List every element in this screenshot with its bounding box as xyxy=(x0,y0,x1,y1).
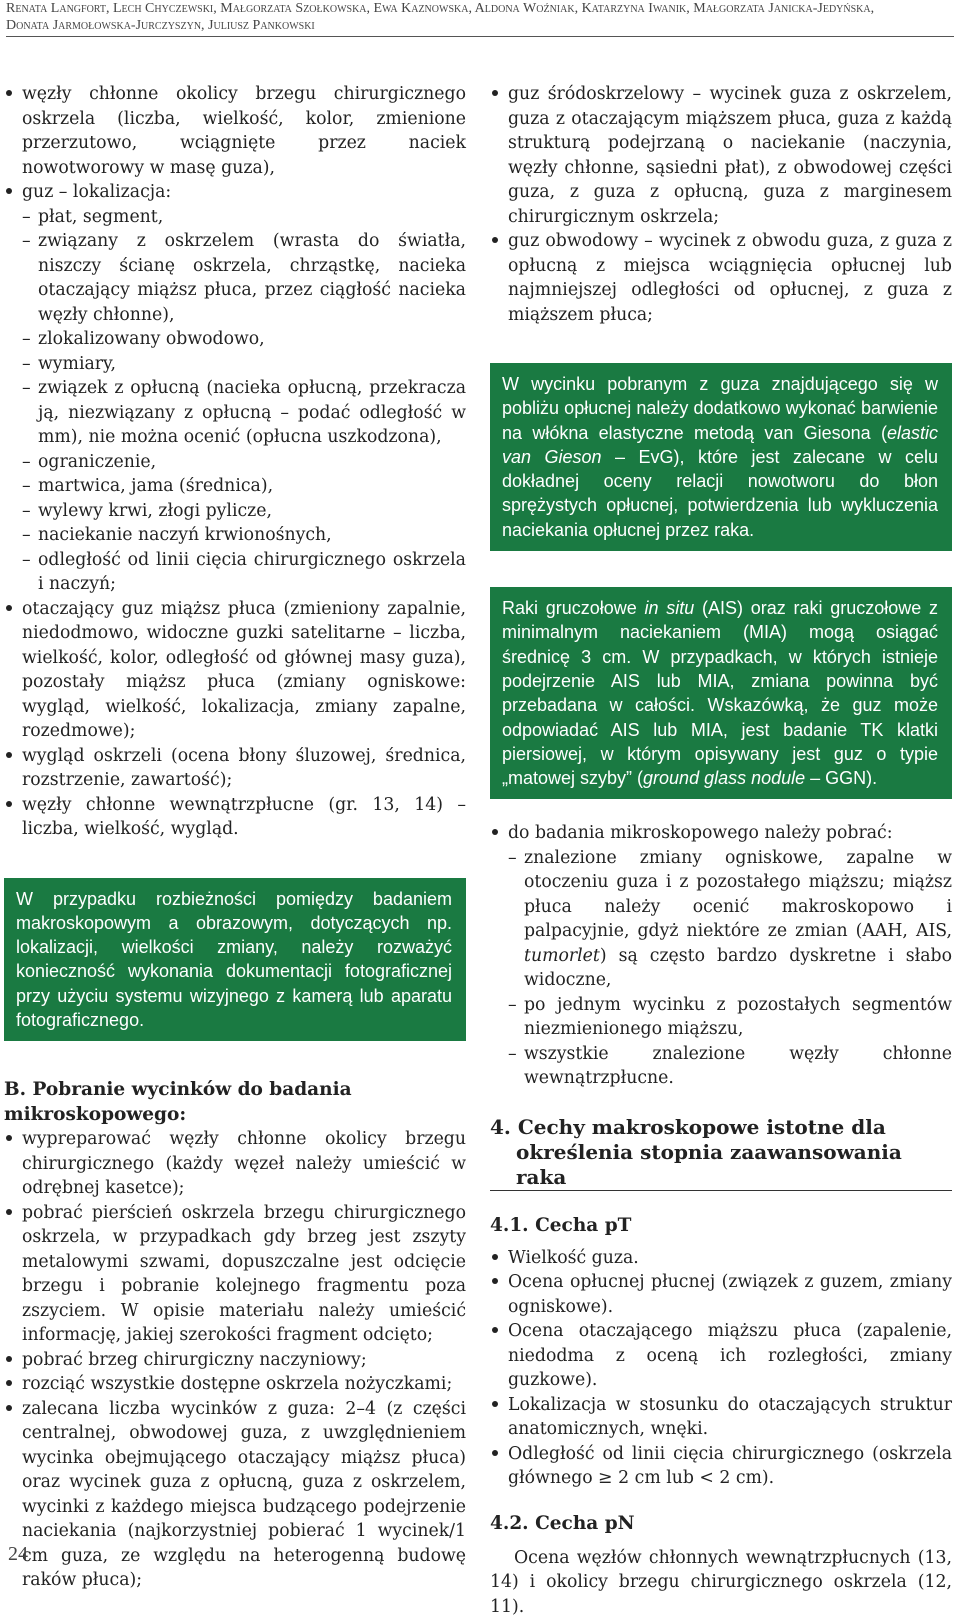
list-item: otaczający guz miąższ płuca (zmieniony zapalnie, niedodmowo, widoczne guzki satelitarne – liczba, wielkość, kolor, odległość od głównej masy guza), pozostały miąższ płuca (zmiany ogniskowe: wygląd, wielkość, lokalizacja, zmiany zapalne, rozedmowe); xyxy=(4,597,466,744)
list-item: Ocena otaczającego miąższu płuca (zapalenie, niedodma z oceną ich rozległości, zmiany guzkowe). xyxy=(490,1319,952,1393)
info-box-ais-mia xyxy=(490,587,952,799)
list-item: – wszystkie znalezione węzły chłonne wewnątrzpłucne. xyxy=(490,1042,952,1091)
list-item: guz śródoskrzelowy – wycinek guza z oskrzelem, guza z otaczającym miąższem płuca, guza z każdą strukturą podejrzaną o naciekanie (naczynia, węzły chłonne, sąsiedni płat), z obwodowej części guza, z guza z opłucną, guza z marginesem chirurgicznym oskrzela; xyxy=(490,82,952,229)
subsection-4-1-heading: 4.1. Cecha pT xyxy=(490,1214,632,1236)
list-item-text: znalezione zmiany ogniskowe, zapalne w otoczeniu guza i z pozostałego miąższu; miąższ płuca należy ocenić makroskopowo i palpacyjnie, gdyż niektóre ze zmian (AAH, AIS, xyxy=(524,847,952,942)
box-text: (AIS) oraz raki gruczołowe z minimalnym naciekaniem (MIA) mogą osiągać średnicę 3 cm. W przypadkach, w których istnieje podejrzenie AIS lub MIA, zmiana powinna być przebadana w całości. Wskazówką, że guz może odpowiadać AIS lub MIA, jest badanie TK klatki piersiowej, w którym opisywany jest guz o typie „matowej szyby” ( xyxy=(502,598,938,789)
left-list-1 xyxy=(4,82,466,842)
list-item-text: ) są często bardzo dyskretne i słabo widoczne, xyxy=(524,945,952,991)
right-list-1 xyxy=(490,82,952,327)
left-list-2 xyxy=(4,1127,466,1593)
list-item: węzły chłonne wewnątrzpłucne (gr. 13, 14) – liczba, wielkość, wygląd. xyxy=(4,793,466,842)
list-item: – związany z oskrzelem (wrasta do światła, niszczy ścianę oskrzela, chrząstkę, nacieka otaczający miąższ płuca, przez ciągłość nacieka węzły chłonne), xyxy=(4,229,466,327)
list-item: – płat, segment, xyxy=(4,205,466,230)
list-item: – martwica, jama (średnica), xyxy=(4,474,466,499)
pt-list xyxy=(490,1246,952,1491)
section-4-title-line-1: 4. Cechy makroskopowe istotne dla xyxy=(490,1114,886,1139)
list-item: Lokalizacja w stosunku do otaczających struktur anatomicznych, wnęki. xyxy=(490,1393,952,1442)
box-text-italic: ground glass nodule xyxy=(643,768,806,789)
box-text: Raki gruczołowe xyxy=(502,598,645,619)
list-item: – wylewy krwi, złogi pylicze, xyxy=(4,499,466,524)
info-box-evg-staining xyxy=(490,363,952,551)
box-text: – EvG), które jest zalecane w celu dokładnej oceny relacji nowotworu do błon sprężystych opłucnej, potwierdzenia lub wykluczenia naciekania opłucnej przez raka. xyxy=(502,446,938,540)
list-item: pobrać brzeg chirurgiczny naczyniowy; xyxy=(4,1348,466,1373)
box-text-italic: elastic van Gieson xyxy=(502,422,938,467)
list-item: pobrać pierścień oskrzela brzegu chirurgicznego oskrzela, w przypadkach gdy brzeg jest zszyty metalowymi szwami, dopuszczalne jest odcięcie brzegu i pobranie kolejnego fragmentu poza zszyciem. W opisie materiału należy umieścić informację, jakiej szerokości fragment odcięto; xyxy=(4,1201,466,1348)
list-item: Wielkość guza. xyxy=(490,1246,952,1271)
list-item: rozciąć wszystkie dostępne oskrzela nożyczkami; xyxy=(4,1372,466,1397)
subsection-4-2-heading: 4.2. Cecha pN xyxy=(490,1512,635,1534)
section-b-heading: B. Pobranie wycinków do badania mikroskopowego: xyxy=(4,1079,352,1126)
section-4-title-line-2: określenia stopnia zaawansowania raka xyxy=(516,1139,902,1189)
info-box-documentation: W przypadku rozbieżności pomiędzy badaniem makroskopowym a obrazowym, dotyczących np. lokalizacji, wielkości zmiany, należy rozważyć konieczność wykonania dokumentacji fotograficznej przy użyciu systemu wizyjnego z kamerą lub aparatu fotograficznego. xyxy=(4,878,466,1042)
right-column xyxy=(490,82,952,1619)
box-text: – GGN). xyxy=(805,768,878,789)
box-text: W wycinku pobranym z guza znajdującego się w pobliżu opłucnej należy dodatkowo wykonać barwienie na włókna elastyczne metodą van Giesona ( xyxy=(502,374,938,443)
list-item: zalecana liczba wycinków z guza: 2–4 (z części centralnej, obwodowej guza, z uwzględnieniem wycinka obejmującego otaczający miąższ płuca) oraz wycinek guza z opłucną, guza z oskrzelem, wycinki z każdego miejsca budzącego podejrzenie naciekania (najkorzystniej pobierać 1 wycinek/1 cm guza, ze względu na heterogenną budowę raków płuca); xyxy=(4,1397,466,1593)
page-number: 24 xyxy=(8,1543,28,1565)
list-item: – po jednym wycinku z pozostałych segmentów niezmienionego miąższu, xyxy=(490,993,952,1042)
list-item: do badania mikroskopowego należy pobrać: xyxy=(490,821,952,846)
authors-line-1: Renata Langfort, Lech Chyczewski, Małgorzata Szołkowska, Ewa Kaznowska, Aldona Woźniak, Katarzyna Iwanik, Małgorzata Janicka-Jedyńska, xyxy=(6,1,875,16)
running-header-authors xyxy=(6,0,954,34)
list-item-text-italic: tumorlet xyxy=(524,945,600,966)
list-item: – odległość od linii cięcia chirurgicznego oskrzela i naczyń; xyxy=(4,548,466,597)
authors-line-2: Donata Jarmołowska-Jurczyszyn, Juliusz Pankowski xyxy=(6,18,315,33)
list-item: guz – lokalizacja: xyxy=(4,180,466,205)
list-item: – zlokalizowany obwodowo, xyxy=(4,327,466,352)
list-item: Odległość od linii cięcia chirurgicznego (oskrzela głównego ≥ 2 cm lub < 2 cm). xyxy=(490,1442,952,1491)
list-item: – ograniczenie, xyxy=(4,450,466,475)
pn-paragraph: Ocena węzłów chłonnych wewnątrzpłucnych (13, 14) i okolicy brzegu chirurgicznego oskrzela (12, 11). xyxy=(490,1547,952,1617)
list-item: guz obwodowy – wycinek z obwodu guza, z guza z opłucną z miejsca wciągnięcia opłucnej lub najmniejszej odległości od opłucnej, z guza z miąższem płuca; xyxy=(490,229,952,327)
list-item xyxy=(490,846,952,993)
header-rule xyxy=(6,36,954,37)
box-text-italic: in situ xyxy=(644,598,695,619)
list-item: węzły chłonne okolicy brzegu chirurgicznego oskrzela (liczba, wielkość, kolor, zmienione przerzutowo, wciągnięte przez naciek nowotworowy w masę guza), xyxy=(4,82,466,180)
list-item: wygląd oskrzeli (ocena błony śluzowej, średnica, rozstrzenie, zawartość); xyxy=(4,744,466,793)
list-item: Ocena opłucnej płucnej (związek z guzem, zmiany ogniskowe). xyxy=(490,1270,952,1319)
list-item: – wymiary, xyxy=(4,352,466,377)
section-4-rule xyxy=(490,1190,952,1191)
list-item: – naciekanie naczyń krwionośnych, xyxy=(4,523,466,548)
section-4-heading xyxy=(490,1115,952,1190)
left-column xyxy=(4,82,466,1593)
list-item: wypreparować węzły chłonne okolicy brzegu chirurgicznego (każdy węzeł należy umieścić w odrębnej kasetce); xyxy=(4,1127,466,1201)
right-list-2 xyxy=(490,821,952,1091)
list-item: – związek z opłucną (nacieka opłucną, przekracza ją, niezwiązany z opłucną – podać odległość w mm), nie można ocenić (opłucna uszkodzona), xyxy=(4,376,466,450)
